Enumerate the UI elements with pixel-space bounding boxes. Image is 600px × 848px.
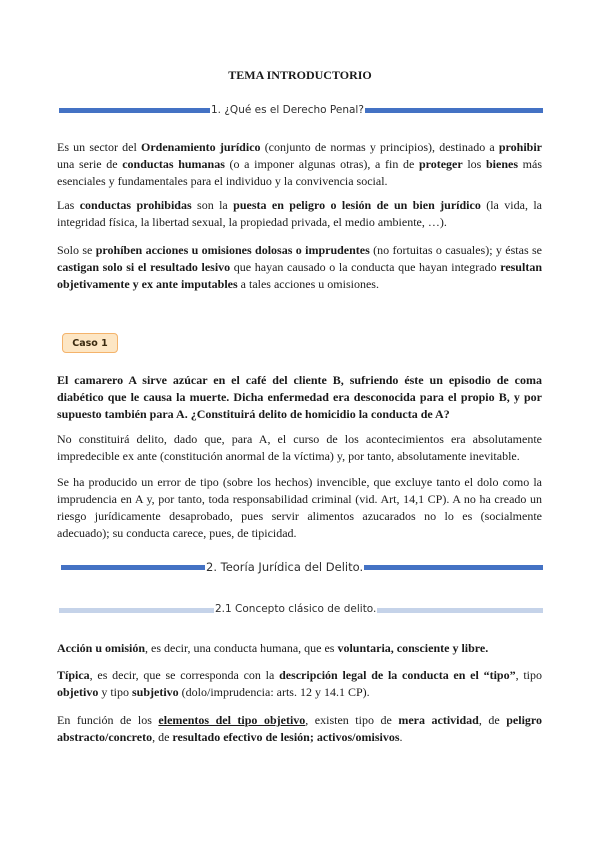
section-1-heading: 1. ¿Qué es el Derecho Penal? (211, 104, 364, 116)
paragraph-action: Acción u omisión, es decir, una conducta humana, que es voluntaria, consciente y libre. (57, 641, 489, 655)
case-answer-2: Se ha producido un error de tipo (sobre los hechos) invencible, que excluye tanto el dolo como la imprudencia en A y, por tanto, toda responsabilidad criminal (vid. Art, 14,1 CP). A no ha creado un riesgo jurídicamente desaprobado, pues servir alimentos azucarados no lo es (socialmente adecuado); su conducta carece, pues, de tipicidad. (57, 475, 542, 540)
case-answer-1: No constituirá delito, dado que, para A, el curso de los acontecimientos era absolutamente impredecible ex ante (constitución anormal de la víctima) y, por tanto, absolutamente inevitable. (57, 432, 542, 463)
paragraph-definition: Es un sector del Ordenamiento jurídico (conjunto de normas y principios), destinado a prohibir una serie de conductas humanas (o a imponer algunas otras), a fin de proteger los bienes más esenciales y fundamentales para el individuo y la convivencia social. (57, 140, 542, 188)
paragraph-prohibited-conduct: Las conductas prohibidas son la puesta en peligro o lesión de un bien jurídico (la vida, la integridad física, la libertad sexual, la propiedad privada, el medio ambiente, …). (57, 198, 542, 229)
case-question: El camarero A sirve azúcar en el café del cliente B, sufriendo éste un episodio de coma diabético que le causa la muerte. Dicha enfermedad era desconocida para el propio B, y por supuesto también para A. ¿Constituirá delito de homicidio la conducta de A? (57, 373, 542, 421)
paragraph-typical: Típica, es decir, que se corresponda con la descripción legal de la conducta en el “tipo”, tipo objetivo y tipo subjetivo (dolo/imprudencia: arts. 12 y 14.1 CP). (57, 668, 543, 699)
case-badge: Caso 1 (62, 333, 118, 353)
paragraph-punishment: Solo se prohíben acciones u omisiones dolosas o imprudentes (no fortuitas o casuales); y éstas se castigan solo si el resultado lesivo que hayan causado o la conducta que hayan integrado resultan objetivamente y ex ante imputables a tales acciones u omisiones. (57, 243, 542, 291)
section-2-1-heading: 2.1 Concepto clásico de delito. (215, 603, 377, 615)
document-title: TEMA INTRODUCTORIO (228, 68, 372, 82)
paragraph-objective-elements: En función de los elementos del tipo objetivo, existen tipo de mera actividad, de peligro abstracto/concreto, de resultado efectivo de lesión; activos/omisivos. (57, 713, 543, 744)
section-2-heading: 2. Teoría Jurídica del Delito. (206, 560, 364, 574)
